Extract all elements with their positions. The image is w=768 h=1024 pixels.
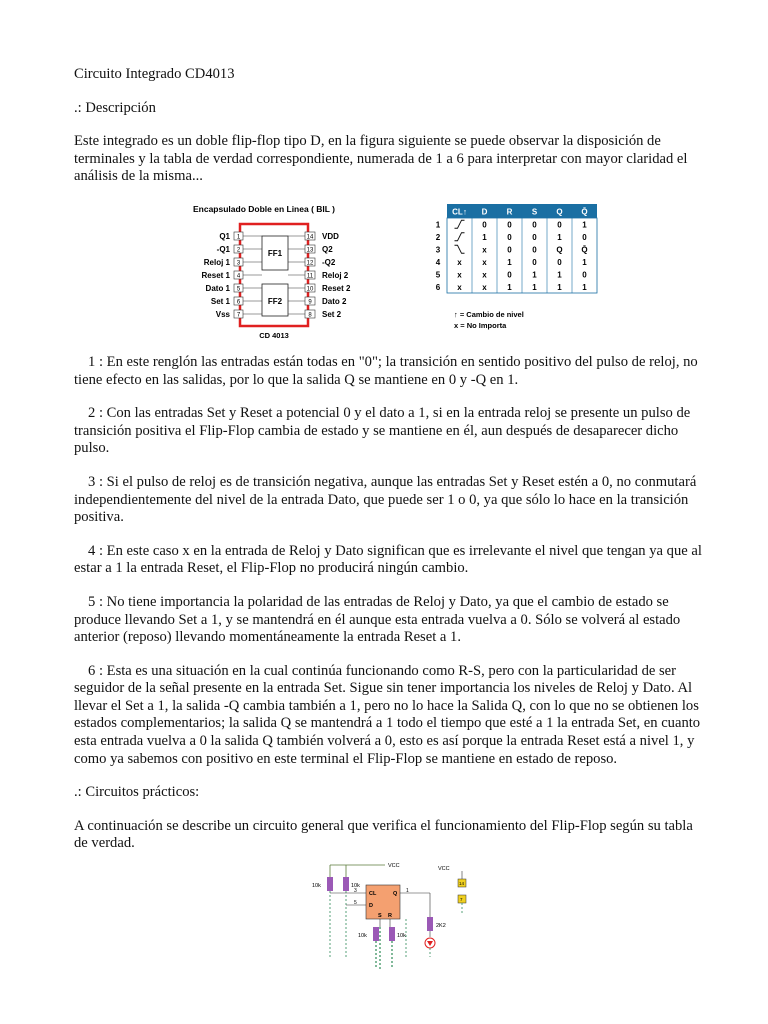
truth-cell: 0: [582, 270, 587, 280]
pin-number: 11: [306, 273, 314, 280]
chip-pin-q: Q: [393, 891, 398, 898]
pin-number: 7: [236, 312, 241, 319]
pin-number: 2: [236, 247, 241, 254]
paragraph-3: 3 : Si el pulso de reloj es de transición negativa, aunque las entradas Set y Reset estén a 0, no conmutará independientemente del nivel de la entrada Dato, que puede ser 1 o 0, ya que sólo lo hace en la transición positiva.: [74, 473, 697, 526]
pin-number: 14: [306, 234, 314, 241]
truth-legend-change: ↑ = Cambio de nivel: [454, 309, 524, 319]
truth-cell: x: [482, 245, 487, 255]
truth-row-number: 6: [435, 282, 441, 292]
truth-cell: 1: [557, 282, 562, 292]
pin14-label: 14: [459, 881, 465, 887]
pin-label: Reloj 1: [203, 257, 230, 267]
pin-label: VDD: [322, 231, 339, 241]
section-heading-practical: .: Circuitos prácticos:: [74, 784, 200, 801]
pin-label: Dato 1: [205, 283, 230, 293]
truth-cell: 1: [532, 270, 537, 280]
truth-cell: 1: [582, 282, 587, 292]
resistor-r1-label: 10k: [312, 883, 321, 890]
pin-label: -Q2: [322, 257, 336, 267]
ff2-label: FF2: [267, 296, 283, 306]
intro-paragraph: Este integrado es un doble flip-flop tipo D, en la figura siguiente se puede observar la disposición de terminales y la tabla de verdad correspondiente, numerada de 1 a 6 para interpretar con mayor claridad el análisis de la misma...: [74, 133, 688, 185]
paragraph-2: 2 : Con las entradas Set y Reset a potencial 0 y el dato a 1, si en la entrada reloj se presente un pulso de transición positiva el Flip-Flop cambia de estado y se mantiene en él, aun después de desaparecer dicho pulso.: [74, 405, 691, 457]
rising-edge-icon: [455, 233, 465, 241]
rising-edge-icon: [455, 220, 465, 228]
document-page: [74, 66, 702, 977]
paragraph-6: 6 : Esta es una situación en la cual continúa funcionando como R-S, pero con la particularidad de ser seguidor de la señal presente en la entrada Set. Sigue sin tener importancia los niveles de Reloj y Dato. Al llevar el Set a 1, la salida -Q cambia también a 1, pero no lo hace la Salida Q, con lo que no se obtienen los estados complementarios; la salida Q se mantendrá a 1 todo el tiempo que esté a 1 la entrada Set, en cuanto esta entrada vuelva a 0 la salida Q también volverá a 0, esto es así porque la entrada Reset está a nivel 1, y como ya sabemos con positivo en este terminal el Flip-Flop se mantiene en estado de reposo.: [74, 662, 701, 767]
pin-number: 4: [236, 273, 241, 280]
pin-label: Reset 1: [201, 270, 230, 280]
pin-label: Q2: [322, 244, 333, 254]
truth-cell: 1: [557, 270, 562, 280]
figures-row: [74, 202, 702, 350]
pin-number: 6: [236, 299, 241, 306]
truth-table: [434, 202, 634, 342]
section-heading-description: .: Descripción: [74, 99, 156, 116]
pin-label: Set 1: [210, 296, 230, 306]
chip-pin-d: D: [369, 903, 373, 910]
pin-label: Dato 2: [322, 296, 347, 306]
truth-cell: 0: [482, 220, 487, 230]
truth-cell: 1: [507, 257, 512, 267]
pin-label: Q1: [219, 231, 230, 241]
truth-cell: x: [482, 257, 487, 267]
truth-row-number: 4: [435, 257, 441, 267]
resistor-r4-label: 10k: [397, 933, 406, 940]
pin-label: Vss: [215, 309, 230, 319]
truth-cell: 1: [482, 232, 487, 242]
truth-cell: 0: [557, 257, 562, 267]
pinout-heading: Encapsulado Doble en Linea ( BIL ): [192, 203, 336, 214]
truth-cell: x: [457, 270, 462, 280]
truth-cell: x: [482, 282, 487, 292]
pin-label: Reloj 2: [322, 270, 349, 280]
pin-number: 8: [308, 312, 312, 319]
practical-intro-paragraph: A continuación se describe un circuito general que verifica el funcionamiento del Flip-Flop según su tabla de verdad.: [74, 817, 693, 852]
pinout-diagram: [134, 202, 384, 342]
truth-cell: Q̄: [581, 245, 588, 255]
chip-pin-cl: CL: [369, 891, 377, 898]
truth-cell: 0: [532, 232, 537, 242]
resistor-r2-label: 10k: [351, 883, 360, 890]
resistor-r3-label: 10k: [358, 933, 367, 940]
truth-header-cell: CL↑: [452, 207, 467, 217]
pin7-label: 7: [460, 897, 463, 903]
truth-cell: 0: [532, 257, 537, 267]
truth-legend-dontcare: x = No Importa: [454, 320, 507, 330]
pin-label: -Q1: [216, 244, 230, 254]
pin3-label: 3: [354, 888, 357, 895]
truth-cell: 0: [507, 220, 512, 230]
truth-cell: x: [482, 270, 487, 280]
truth-cell: x: [457, 257, 462, 267]
truth-cell: 1: [582, 220, 587, 230]
pin-number: 1: [236, 234, 241, 241]
truth-header-cell: D: [481, 207, 488, 217]
resistor-r5-label: 2K2: [436, 923, 446, 930]
pin-label: Set 2: [322, 309, 342, 319]
circuit-figure-wrap: [74, 857, 702, 977]
pin-number: 12: [306, 260, 314, 267]
truth-cell: 0: [507, 270, 512, 280]
vcc-label: VCC: [388, 863, 400, 870]
truth-cell: 0: [507, 245, 512, 255]
truth-cell: x: [457, 282, 462, 292]
pin-number: 5: [236, 286, 241, 293]
document-title: Circuito Integrado CD4013: [74, 66, 235, 82]
ff1-label: FF1: [267, 248, 283, 258]
truth-cell: 1: [557, 232, 562, 242]
truth-cell: 0: [557, 220, 562, 230]
truth-row-number: 2: [435, 232, 441, 242]
truth-header-cell: S: [531, 207, 538, 217]
pin1-label: 1: [406, 888, 409, 895]
truth-row-number: 5: [435, 270, 441, 280]
pin-label: Reset 2: [322, 283, 351, 293]
left-pin-group: [202, 232, 262, 319]
pin-number: 9: [308, 299, 312, 306]
chip-pin-r: R: [388, 913, 392, 920]
test-circuit-diagram: [310, 857, 490, 975]
pin-number: 3: [236, 260, 241, 267]
truth-header-cell: Q: [556, 207, 563, 217]
truth-cell: 1: [532, 282, 537, 292]
truth-row-number: 3: [435, 245, 441, 255]
pin-number: 10: [306, 286, 314, 293]
pinout-caption: CD 4013: [259, 330, 289, 340]
truth-cell: 0: [532, 245, 537, 255]
truth-header-cell: R: [506, 207, 513, 217]
pin-number: 13: [306, 247, 314, 254]
truth-cell: 1: [582, 257, 587, 267]
truth-header-cell: Q̄: [581, 207, 588, 217]
truth-cell: 0: [507, 232, 512, 242]
truth-cell: 0: [582, 232, 587, 242]
vcc2-label: VCC: [438, 866, 450, 873]
falling-edge-icon: [455, 245, 465, 253]
paragraph-5: 5 : No tiene importancia la polaridad de las entradas de Reloj y Dato, ya que el cambio de estado se produce llevando Set a 1, y se mantendrá en él aunque esta entrada vuelva a 0. Sólo se volverá al estado anterior (reposo) llevando momentáneamente la entrada Reset a 1.: [74, 593, 681, 646]
truth-cell: Q: [556, 245, 563, 255]
paragraph-1: 1 : En este renglón las entradas están todas en "0"; la transición en sentido positivo del pulso de reloj, no tiene efecto en las salidas, por lo que la salida Q se mantiene en 0 y -Q en 1.: [74, 353, 698, 388]
truth-cell: 0: [532, 220, 537, 230]
right-pin-group: [288, 232, 351, 319]
paragraph-4: 4 : En este caso x en la entrada de Reloj y Dato significan que es irrelevante el nivel que tengan ya que al estar a 1 la entrada Reset, el Flip-Flop no producirá ningún cambio.: [74, 542, 702, 577]
truth-cell: 1: [507, 282, 512, 292]
chip-pin-s: S: [378, 913, 382, 920]
truth-row-number: 1: [435, 220, 441, 230]
pin5-label: 5: [354, 900, 357, 907]
